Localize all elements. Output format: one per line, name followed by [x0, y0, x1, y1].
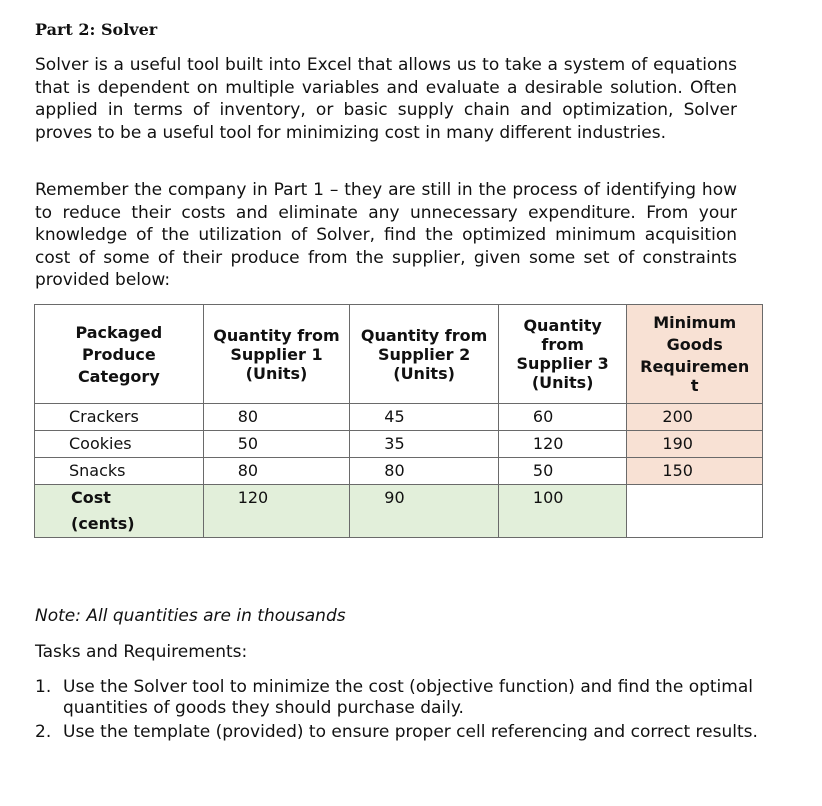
header-line: (Units) [531, 373, 594, 392]
table-row [35, 404, 763, 431]
list-number: 1. [35, 677, 52, 697]
list-text: Use the Solver tool to minimize the cost (objective function) and find the optimal quantities of goods they should purchase daily. [63, 677, 753, 718]
supplier-1-cell: 80 [203, 404, 350, 431]
category-cell: Snacks [35, 458, 204, 485]
table-row [35, 458, 763, 485]
cost-supplier-1-cell: 120 [203, 485, 350, 538]
tasks-list [35, 677, 765, 746]
header-supplier-2 [350, 305, 499, 404]
supplier-3-cell: 120 [498, 431, 627, 458]
header-line: Supplier 2 [377, 344, 471, 364]
header-line: Goods [666, 335, 723, 354]
cost-label-cell [35, 485, 204, 538]
header-line: Supplier 3 [516, 354, 609, 373]
minimum-cell: 200 [627, 404, 763, 431]
supplier-table [34, 304, 763, 538]
header-line: Quantity [523, 316, 602, 335]
header-line: from [541, 335, 584, 354]
header-supplier-1 [203, 305, 350, 404]
tasks-title: Tasks and Requirements: [35, 642, 248, 662]
minimum-cell: 150 [627, 458, 763, 485]
supplier-2-cell: 80 [350, 458, 499, 485]
header-line: Quantity from [213, 325, 340, 345]
list-item [35, 722, 765, 743]
header-line: Produce [81, 344, 156, 364]
cost-label: Cost [71, 488, 111, 507]
header-line: Quantity from [360, 325, 488, 345]
table-header-row [35, 305, 763, 404]
quantity-note: Note: All quantities are in thousands [35, 606, 346, 626]
category-cell: Cookies [35, 431, 204, 458]
cost-row [35, 485, 763, 538]
supplier-2-cell: 35 [350, 431, 499, 458]
supplier-1-cell: 80 [203, 458, 350, 485]
supplier-1-cell: 50 [203, 431, 350, 458]
supplier-3-cell: 50 [498, 458, 627, 485]
cost-empty-cell [627, 485, 763, 538]
context-paragraph: Remember the company in Part 1 – they are still in the process of identifying how to reduce their costs and eliminate any unnecessary expenditure. From your knowledge of the utilization of Solver, find the optimized minimum acquisition cost of some of their produce from the supplier, given some set of constraints provided below: [35, 180, 737, 290]
header-supplier-3 [498, 305, 627, 404]
minimum-cell: 190 [627, 431, 763, 458]
cost-unit-label: (cents) [71, 514, 135, 533]
header-minimum-requirement [627, 305, 763, 404]
header-line: Category [77, 366, 160, 386]
header-line: t [690, 376, 699, 395]
header-line: Requiremen [640, 357, 750, 376]
category-cell: Crackers [35, 404, 204, 431]
header-line: (Units) [245, 363, 308, 383]
supplier-2-cell: 45 [350, 404, 499, 431]
cost-supplier-2-cell: 90 [350, 485, 499, 538]
list-number: 2. [35, 722, 52, 742]
header-line: Packaged [75, 322, 163, 342]
header-line: (Units) [393, 363, 455, 383]
section-heading: Part 2: Solver [35, 20, 158, 39]
header-line: Supplier 1 [230, 344, 323, 364]
intro-paragraph: Solver is a useful tool built into Excel that allows us to take a system of equations that is dependent on multiple variables and evaluate a desirable solution. Often applied in terms of inventory, or basic supply chain and optimization, Solver proves to be a useful tool for minimizing cost in many different industries. [35, 55, 737, 143]
list-item [35, 677, 765, 719]
cost-supplier-3-cell: 100 [498, 485, 627, 538]
header-line: Minimum [653, 313, 737, 332]
table-row [35, 431, 763, 458]
supplier-3-cell: 60 [498, 404, 627, 431]
header-category [35, 305, 204, 404]
list-text: Use the template (provided) to ensure proper cell referencing and correct results. [63, 722, 758, 742]
